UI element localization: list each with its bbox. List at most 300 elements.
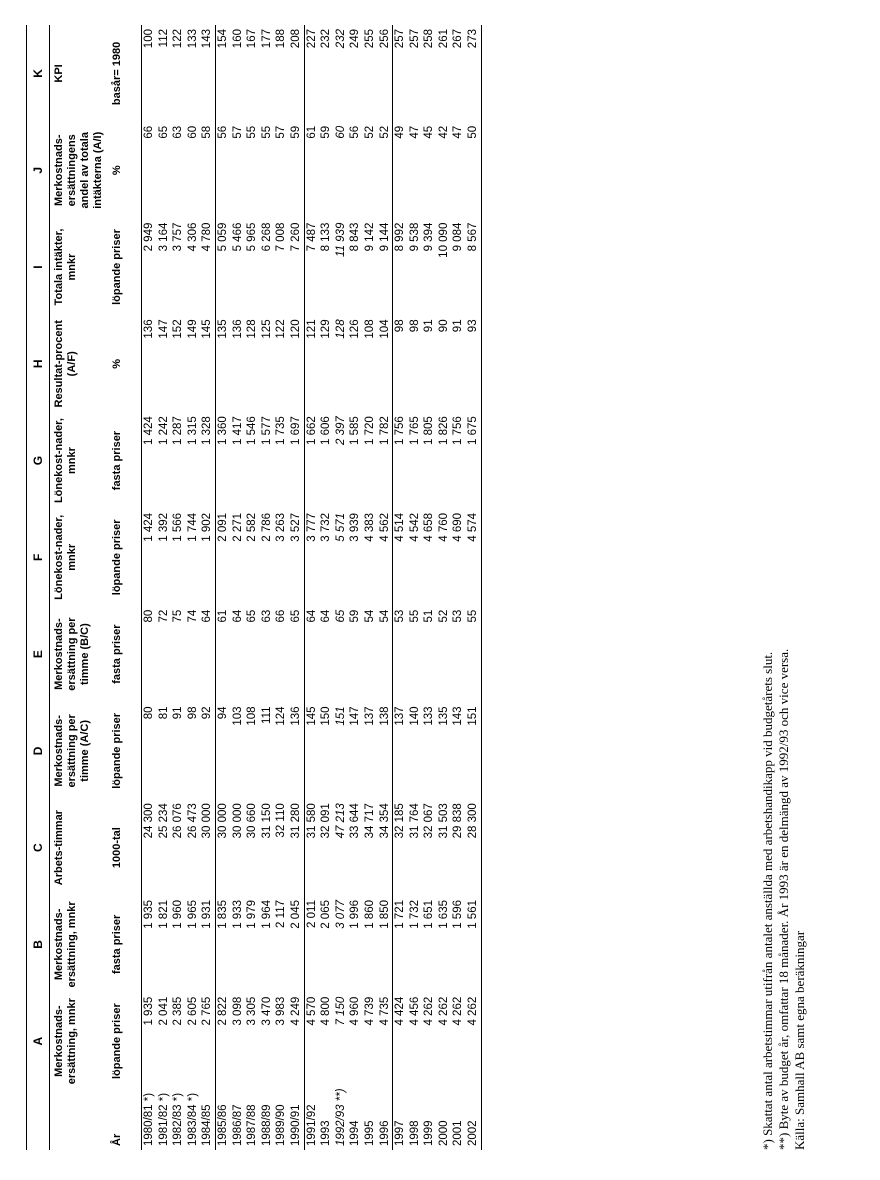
year-cell: 1998 (408, 1120, 421, 1146)
value-cell-b: 2 045 (289, 900, 302, 929)
value-cell-j: 65 (157, 125, 170, 139)
value-cell-b: 1 635 (437, 900, 450, 929)
value-cell-h: 121 (304, 315, 319, 412)
value-cell-i: 7 487 (304, 219, 319, 316)
column-unit-c: 1000-tal (111, 827, 123, 869)
value-cell-i: 9 144 (378, 222, 391, 252)
value-cell-c: 47 213 (334, 803, 347, 839)
value-cell-d: 80 (143, 706, 155, 720)
footnote-budget-year: **) Byte av budget år, omfattar 18 månader. År 1993 är en delmängd av 1992/93 och vice versa. (776, 648, 791, 1150)
value-cell-k: 112 (157, 29, 170, 48)
value-cell-i: 5 059 (215, 219, 230, 316)
value-cell-b: 1 732 (408, 900, 421, 929)
value-cell-a: 4 262 (423, 996, 436, 1026)
value-cell-i: 8 992 (393, 219, 408, 316)
value-cell-k: 177 (260, 29, 273, 49)
value-cell-h: 108 (363, 319, 376, 339)
value-cell-g: 1 735 (275, 416, 288, 445)
value-cell-h: 93 (466, 315, 481, 412)
value-cell-a: 2 041 (157, 996, 170, 1026)
value-cell-g: 1 662 (304, 412, 319, 509)
column-letter-f: F (27, 509, 50, 606)
value-cell-j: 55 (246, 125, 259, 139)
table-row (231, 25, 246, 1150)
value-cell-d: 103 (231, 706, 244, 726)
value-cell-j: 52 (378, 125, 391, 139)
value-cell-i: 2 949 (143, 222, 155, 252)
value-cell-b: 1 821 (157, 900, 170, 929)
year-cell: 1984/85 (201, 1104, 214, 1146)
value-cell-f: 1 392 (157, 512, 170, 542)
year-letter-cell (27, 1090, 50, 1150)
value-cell-g: 1 756 (393, 412, 408, 509)
value-cell-d: 133 (423, 706, 436, 726)
value-cell-h: 98 (408, 319, 421, 333)
value-cell-k: 133 (186, 29, 199, 49)
value-cell-a: 4 262 (437, 996, 450, 1026)
value-cell-d: 81 (157, 706, 170, 720)
value-cell-a: 7 150 (334, 996, 347, 1026)
year-cell: 1987/88 (246, 1104, 259, 1146)
table-row (215, 25, 230, 1150)
value-cell-g: 1 756 (452, 416, 465, 445)
value-cell-g: 1 328 (201, 416, 214, 445)
value-cell-b: 1 964 (260, 900, 273, 929)
value-cell-e: 80 (143, 609, 155, 623)
value-cell-k: 160 (231, 29, 244, 49)
table-row (142, 25, 157, 1150)
value-cell-e: 55 (408, 609, 421, 623)
table-row (422, 25, 437, 1150)
value-cell-k: 255 (363, 29, 376, 49)
year-cell: 1983/84 *) (186, 1092, 199, 1146)
value-cell-j: 42 (437, 125, 450, 139)
value-cell-k: 258 (423, 29, 436, 49)
value-cell-f: 4 562 (378, 512, 391, 542)
table-row (157, 25, 172, 1150)
value-cell-j: 55 (260, 125, 273, 139)
value-cell-k: 261 (437, 29, 450, 49)
value-cell-f: 3 527 (289, 512, 302, 542)
value-cell-j: 56 (349, 125, 362, 139)
value-cell-c: 31 580 (304, 799, 319, 896)
value-cell-d: 92 (201, 706, 214, 720)
table-row (245, 25, 260, 1150)
value-cell-f: 2 582 (246, 512, 259, 542)
value-cell-f: 2 091 (215, 509, 230, 606)
value-cell-c: 31 764 (408, 803, 421, 839)
table-row (437, 25, 452, 1150)
value-cell-c: 28 300 (466, 799, 481, 896)
value-cell-k: 257 (393, 25, 408, 122)
value-cell-a: 4 739 (363, 996, 376, 1026)
value-cell-b: 1 721 (393, 896, 408, 993)
value-cell-f: 4 514 (393, 509, 408, 606)
table-row (171, 25, 186, 1150)
value-cell-k: 188 (275, 29, 288, 49)
value-cell-g: 1 765 (408, 416, 421, 445)
value-cell-h: 136 (143, 319, 155, 339)
value-cell-e: 53 (393, 606, 408, 703)
value-cell-g: 1 826 (437, 416, 450, 445)
value-cell-a: 3 470 (260, 996, 273, 1026)
column-title-g: Lönekost-nader, mnkr (53, 418, 78, 504)
value-cell-g: 1 697 (289, 416, 302, 445)
value-cell-b: 1 979 (246, 900, 259, 929)
column-title-h: Resultat-procent (A/F) (53, 320, 78, 408)
value-cell-e: 54 (378, 609, 391, 623)
value-cell-f: 4 658 (423, 512, 436, 542)
value-cell-h: 120 (289, 319, 302, 339)
value-cell-i: 4 306 (186, 222, 199, 252)
value-cell-j: 45 (423, 125, 436, 139)
value-cell-b: 2 065 (320, 900, 333, 929)
column-letter-row (27, 25, 50, 1150)
table-row (186, 25, 201, 1150)
year-cell: 1996 (378, 1120, 391, 1146)
column-letter-h: H (27, 315, 50, 412)
year-cell: 1986/87 (231, 1104, 244, 1146)
value-cell-f: 1 566 (172, 512, 185, 542)
column-title-k: KPI (53, 64, 65, 83)
value-cell-h: 128 (246, 319, 259, 339)
value-cell-i: 9 394 (423, 222, 436, 252)
table-row (408, 25, 423, 1150)
value-cell-a: 1 935 (143, 996, 155, 1026)
value-cell-j: 47 (408, 125, 421, 139)
column-title-c: Arbets-timmar (53, 810, 65, 886)
value-cell-k: 167 (246, 29, 259, 49)
value-cell-h: 147 (157, 319, 170, 339)
value-cell-a: 3 983 (275, 996, 288, 1026)
year-cell: 1997 (393, 1090, 408, 1150)
value-cell-a: 4 249 (289, 996, 302, 1026)
value-cell-e: 65 (289, 609, 302, 623)
value-cell-b: 3 077 (334, 900, 347, 929)
value-cell-d: 137 (393, 702, 408, 799)
value-cell-i: 8 843 (349, 222, 362, 252)
value-cell-d: 108 (246, 706, 259, 726)
value-cell-h: 136 (231, 319, 244, 339)
value-cell-e: 65 (246, 609, 259, 623)
value-cell-f: 4 574 (466, 509, 481, 606)
value-cell-h: 90 (437, 319, 450, 333)
year-cell: 2002 (466, 1090, 481, 1150)
value-cell-c: 32 091 (320, 803, 333, 839)
column-title-j: Merkostnads-ersättningens andel av totala intäkterna (A/I) (53, 131, 104, 209)
rotated-table-content (20, 20, 860, 1160)
value-cell-a: 4 456 (408, 996, 421, 1026)
value-cell-j: 60 (186, 125, 199, 139)
value-cell-j: 66 (143, 125, 155, 139)
value-cell-a: 4 960 (349, 996, 362, 1026)
value-cell-c: 24 300 (143, 803, 155, 839)
value-cell-a: 4 735 (378, 996, 391, 1026)
value-cell-g: 1 805 (423, 416, 436, 445)
value-cell-d: 145 (304, 702, 319, 799)
value-cell-e: 61 (215, 606, 230, 703)
value-cell-j: 49 (393, 122, 408, 219)
footnotes (760, 649, 808, 1150)
value-cell-d: 98 (186, 706, 199, 720)
column-letter-d: D (27, 702, 50, 799)
value-cell-e: 54 (363, 609, 376, 623)
value-cell-g: 1 606 (320, 416, 333, 445)
year-cell: 1991/92 (304, 1090, 319, 1150)
value-cell-d: 124 (275, 706, 288, 726)
value-cell-a: 4 262 (452, 996, 465, 1026)
value-cell-h: 122 (275, 319, 288, 339)
table-row (289, 25, 304, 1150)
value-cell-i: 10 090 (437, 222, 450, 258)
value-cell-f: 3 777 (304, 509, 319, 606)
table-row (348, 25, 363, 1150)
year-cell: 1990/91 (289, 1104, 302, 1146)
value-cell-k: 257 (408, 29, 421, 49)
value-cell-c: 29 838 (452, 803, 465, 839)
value-cell-c: 30 000 (201, 803, 214, 839)
table-row (378, 25, 393, 1150)
year-cell: 1980/81 *) (143, 1092, 155, 1146)
value-cell-h: 126 (349, 319, 362, 339)
value-cell-g: 1 577 (260, 416, 273, 445)
value-cell-c: 26 473 (186, 803, 199, 839)
column-letter-b: B (27, 896, 50, 993)
value-cell-h: 91 (423, 319, 436, 333)
value-cell-k: 154 (215, 25, 230, 122)
column-unit-a: löpande priser (111, 1003, 123, 1080)
value-cell-f: 4 383 (363, 512, 376, 542)
value-cell-k: 227 (304, 25, 319, 122)
value-cell-d: 91 (172, 706, 185, 720)
year-cell: 1988/89 (260, 1104, 273, 1146)
value-cell-d: 143 (452, 706, 465, 726)
statistics-table (26, 25, 482, 1150)
value-cell-b: 1 996 (349, 900, 362, 929)
value-cell-i: 9 538 (408, 222, 421, 252)
value-cell-g: 1 720 (363, 416, 376, 445)
footnote-estimated-hours: *) Skattat antal arbetstimmar utifrån antalet anställda med arbetshandikapp vid budgetårets slut. (760, 651, 775, 1150)
value-cell-c: 31 150 (260, 803, 273, 839)
column-title-e: Merkostnads-ersättning per timme (B/C) (53, 617, 91, 691)
value-cell-g: 1 315 (186, 416, 199, 445)
value-cell-c: 32 067 (423, 803, 436, 839)
year-cell: 1981/82 *) (157, 1092, 170, 1146)
value-cell-g: 1 675 (466, 412, 481, 509)
value-cell-a: 3 098 (231, 996, 244, 1026)
column-title-a: Merkostnads-ersättning, mnkr (53, 998, 78, 1085)
table-row (304, 25, 319, 1150)
value-cell-g: 1 360 (215, 412, 230, 509)
value-cell-b: 1 835 (215, 896, 230, 993)
year-cell: 1994 (349, 1120, 362, 1146)
year-cell: 1995 (363, 1120, 376, 1146)
value-cell-a: 3 305 (246, 996, 259, 1026)
value-cell-e: 65 (334, 609, 347, 623)
value-cell-k: 143 (201, 29, 214, 49)
value-cell-j: 57 (231, 125, 244, 139)
value-cell-i: 3 164 (157, 222, 170, 252)
value-cell-c: 25 234 (157, 803, 170, 839)
value-cell-j: 59 (320, 125, 333, 139)
value-cell-c: 31 503 (437, 803, 450, 839)
table-row (466, 25, 481, 1150)
value-cell-k: 122 (172, 29, 185, 49)
value-cell-f: 4 760 (437, 512, 450, 542)
column-unit-g: fasta priser (111, 430, 123, 491)
value-cell-e: 72 (157, 609, 170, 623)
value-cell-g: 1 417 (231, 416, 244, 445)
value-cell-f: 3 732 (320, 512, 333, 542)
year-cell: 1999 (423, 1120, 436, 1146)
value-cell-i: 3 757 (172, 222, 185, 252)
column-title-d: Merkostnads-ersättning per timme (A/C) (53, 714, 91, 788)
value-cell-f: 1 424 (143, 512, 155, 542)
value-cell-f: 1 902 (201, 512, 214, 542)
value-cell-j: 56 (215, 122, 230, 219)
value-cell-c: 30 000 (215, 799, 230, 896)
value-cell-f: 2 271 (231, 512, 244, 542)
value-cell-g: 2 397 (334, 416, 347, 445)
value-cell-k: 208 (289, 29, 302, 49)
value-cell-c: 26 076 (172, 803, 185, 839)
column-unit-b: fasta priser (111, 914, 123, 975)
value-cell-g: 1 242 (157, 416, 170, 445)
value-cell-i: 8 133 (320, 222, 333, 252)
value-cell-e: 66 (275, 609, 288, 623)
value-cell-a: 2 822 (215, 993, 230, 1090)
value-cell-i: 9 084 (452, 222, 465, 252)
value-cell-d: 151 (334, 706, 347, 726)
column-unit-d: löpande priser (111, 712, 123, 789)
value-cell-j: 47 (452, 125, 465, 139)
value-cell-b: 1 561 (466, 896, 481, 993)
table-row (260, 25, 275, 1150)
value-cell-b: 1 965 (186, 900, 199, 929)
value-cell-d: 94 (215, 702, 230, 799)
column-unit-j: % (111, 165, 123, 176)
table-row (274, 25, 289, 1150)
value-cell-k: 256 (378, 29, 391, 49)
value-cell-h: 145 (201, 319, 214, 339)
value-cell-d: 136 (289, 706, 302, 726)
value-cell-e: 55 (466, 606, 481, 703)
value-cell-h: 98 (393, 315, 408, 412)
value-cell-b: 1 651 (423, 900, 436, 929)
value-cell-b: 1 960 (172, 900, 185, 929)
value-cell-d: 135 (437, 706, 450, 726)
value-cell-b: 1 850 (378, 900, 391, 929)
year-cell: 1992/93 **) (334, 1088, 347, 1146)
value-cell-g: 1 287 (172, 416, 185, 445)
year-header: År (111, 1133, 123, 1146)
year-cell: 1989/90 (275, 1104, 288, 1146)
column-unit-i: löpande priser (111, 229, 123, 305)
table-row (200, 25, 215, 1150)
column-title-b: Merkostnads-ersättning, mnkr (53, 901, 78, 988)
column-unit-f: löpande priser (111, 519, 123, 596)
value-cell-f: 2 786 (260, 512, 273, 542)
column-unit-h: % (111, 358, 123, 369)
value-cell-a: 2 605 (186, 996, 199, 1026)
value-cell-h: 135 (215, 315, 230, 412)
value-cell-i: 7 008 (275, 222, 288, 252)
value-cell-d: 151 (466, 702, 481, 799)
value-cell-f: 3 939 (349, 512, 362, 542)
value-cell-a: 4 424 (393, 993, 408, 1090)
value-cell-i: 9 142 (363, 222, 376, 252)
column-unit-k: basår= 1980 (111, 41, 123, 106)
value-cell-f: 3 263 (275, 512, 288, 542)
value-cell-a: 4 262 (466, 993, 481, 1090)
value-cell-c: 30 000 (231, 803, 244, 839)
value-cell-d: 138 (378, 706, 391, 726)
column-unit-e: fasta priser (111, 624, 123, 684)
value-cell-a: 4 570 (304, 993, 319, 1090)
value-cell-c: 33 644 (349, 803, 362, 839)
value-cell-b: 1 596 (452, 900, 465, 929)
value-cell-e: 75 (172, 609, 185, 623)
value-cell-c: 34 354 (378, 803, 391, 839)
value-cell-e: 64 (320, 609, 333, 623)
year-cell: 1982/83 *) (172, 1092, 185, 1146)
value-cell-j: 59 (289, 125, 302, 139)
value-cell-c: 32 110 (275, 803, 288, 838)
value-cell-e: 52 (437, 609, 450, 623)
value-cell-g: 1 424 (143, 416, 155, 445)
value-cell-i: 8 567 (466, 219, 481, 316)
table-row (319, 25, 334, 1150)
value-cell-b: 1 931 (201, 900, 214, 929)
value-cell-e: 59 (349, 609, 362, 623)
value-cell-b: 1 933 (231, 900, 244, 929)
value-cell-h: 125 (260, 319, 273, 339)
value-cell-h: 149 (186, 319, 199, 339)
value-cell-c: 32 185 (393, 799, 408, 896)
table-row (363, 25, 378, 1150)
value-cell-a: 2 385 (172, 996, 185, 1026)
value-cell-f: 4 690 (452, 512, 465, 542)
column-title-f: Lönekost-nader, mnkr (53, 514, 78, 600)
column-title-i: Totala intäkter, mnkr (53, 228, 78, 306)
value-cell-b: 1 860 (363, 900, 376, 929)
column-title-row (50, 25, 112, 1150)
value-cell-i: 6 268 (260, 222, 273, 252)
value-cell-c: 30 660 (246, 803, 259, 839)
value-cell-c: 31 280 (289, 803, 302, 839)
table-row (334, 25, 349, 1150)
value-cell-j: 63 (172, 125, 185, 139)
value-cell-j: 60 (334, 125, 347, 139)
value-cell-j: 57 (275, 125, 288, 139)
column-letter-a: A (27, 993, 50, 1090)
value-cell-e: 74 (186, 609, 199, 623)
value-cell-h: 129 (320, 319, 333, 339)
value-cell-d: 147 (349, 706, 362, 726)
value-cell-j: 61 (304, 122, 319, 219)
column-unit-row (111, 25, 142, 1150)
column-letter-k: K (27, 25, 50, 122)
value-cell-h: 91 (452, 319, 465, 333)
value-cell-e: 64 (231, 609, 244, 623)
value-cell-c: 34 717 (363, 803, 376, 839)
value-cell-k: 232 (320, 29, 333, 49)
value-cell-b: 2 117 (275, 900, 288, 928)
year-cell: 1985/86 (215, 1090, 230, 1150)
column-letter-g: G (27, 412, 50, 509)
value-cell-e: 64 (304, 606, 319, 703)
column-letter-i: I (27, 219, 50, 316)
